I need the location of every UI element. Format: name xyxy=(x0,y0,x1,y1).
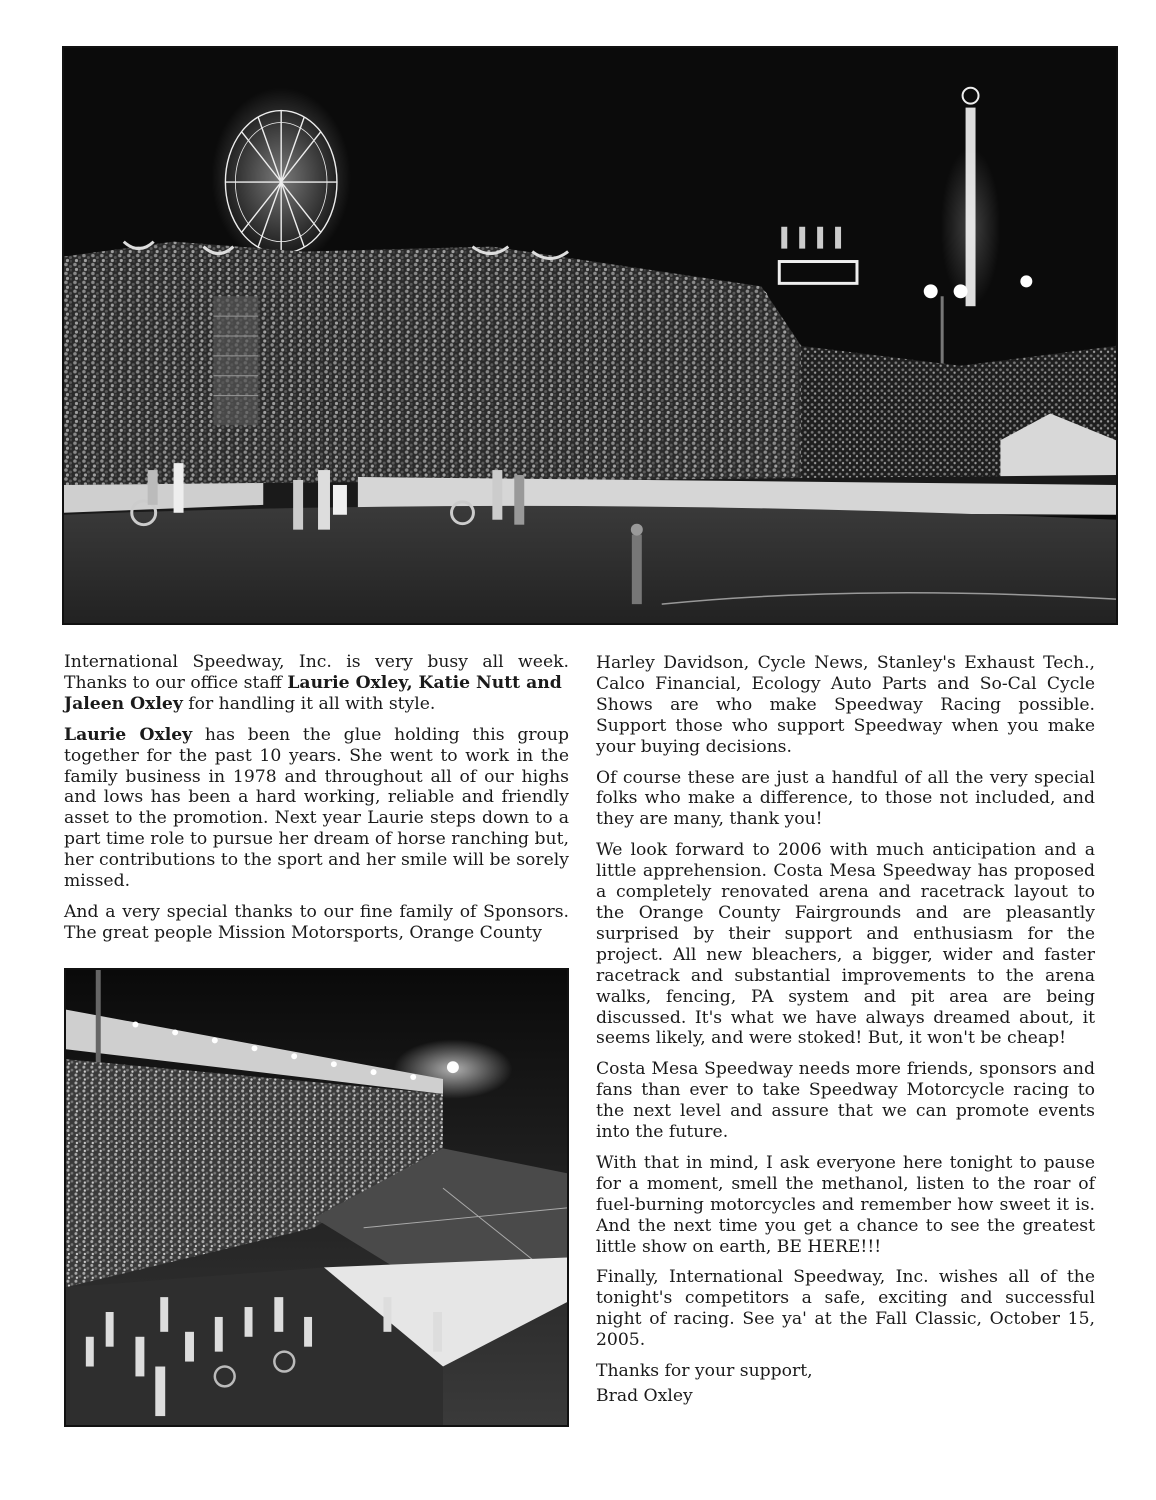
signature: Brad Oxley xyxy=(596,1386,693,1406)
staff-name-bold: Jaleen Oxley xyxy=(64,693,183,714)
left-column xyxy=(64,652,569,954)
pause-paragraph: With that in mind, I ask everyone here tonight to pause for a moment, smell the methanol, listen to the roar of fuel-burning motorcycles and remember how sweet it is. And the next time you get a chance to see the greatest little show on earth, BE HERE!!! xyxy=(596,1152,1095,1257)
grandstand-night-photo-bottom-image xyxy=(66,970,567,1425)
staff-thanks-paragraph xyxy=(64,652,569,715)
staff-thanks-text: International Speedway, Inc. is very busy all week. Thanks to our office staff xyxy=(64,652,569,693)
plans-2006-paragraph: We look forward to 2006 with much anticipation and a little apprehension. Costa Mesa Speedway has proposed a completely renovated arena and racetrack layout to the Orange County Fairgrounds and are pleasantly surprised by their support and enthusiasm for the project. All new bleachers, a bigger, wider and faster racetrack and substantial improvements to the arena walks, fencing, PA system and pit area are being discussed. It's what we have always dreamed about, it seems likely, and were stoked! But, it won't be cheap! xyxy=(596,840,1095,1049)
thanks-line: Thanks for your support, xyxy=(596,1361,813,1382)
sponsors-paragraph: And a very special thanks to our fine family of Sponsors. The great people Mission Motorsports, Orange County xyxy=(64,901,569,943)
friends-sponsors-paragraph: Costa Mesa Speedway needs more friends, sponsors and fans than ever to take Speedway Motorcycle racing to the next level and assure that we can promote events into the future. xyxy=(596,1059,1095,1143)
staff-names-bold: Laurie Oxley, Katie Nutt and xyxy=(287,672,562,693)
laurie-text: has been the glue holding this group together for the past 10 years. She went to work in the family business in 1978 and throughout all of our highs and lows has been a hard working, reliable and friendly asset to the promotion. Next year Laurie steps down to a part time role to pursue her dream of horse ranching but, her contributions to the sport and her smile will be sorely missed. xyxy=(64,724,569,892)
speedway-night-photo-top xyxy=(62,46,1118,625)
grandstand-night-photo-bottom xyxy=(64,968,569,1427)
special-folks-paragraph: Of course these are just a handful of all the very special folks who make a difference, to those not included, and they are many, thank you! xyxy=(596,767,1095,830)
sponsors-continued-paragraph: Harley Davidson, Cycle News, Stanley's Exhaust Tech., Calco Financial, Ecology Auto Parts and So-Cal Cycle Shows are who make Speedway Racing possible. Support those who support Speedway when you make your buying decisions. xyxy=(596,653,1095,757)
laurie-name-bold: Laurie Oxley xyxy=(64,724,193,745)
speedway-night-photo-top-image xyxy=(64,48,1116,623)
competitors-paragraph: Finally, International Speedway, Inc. wishes all of the tonight's competitors a safe, exciting and successful night of racing. See ya' at the Fall Classic, October 15, 2005. xyxy=(596,1267,1095,1351)
right-column xyxy=(596,653,1095,1417)
laurie-paragraph xyxy=(64,725,569,892)
staff-thanks-text-end: for handling it all with style. xyxy=(182,693,436,714)
